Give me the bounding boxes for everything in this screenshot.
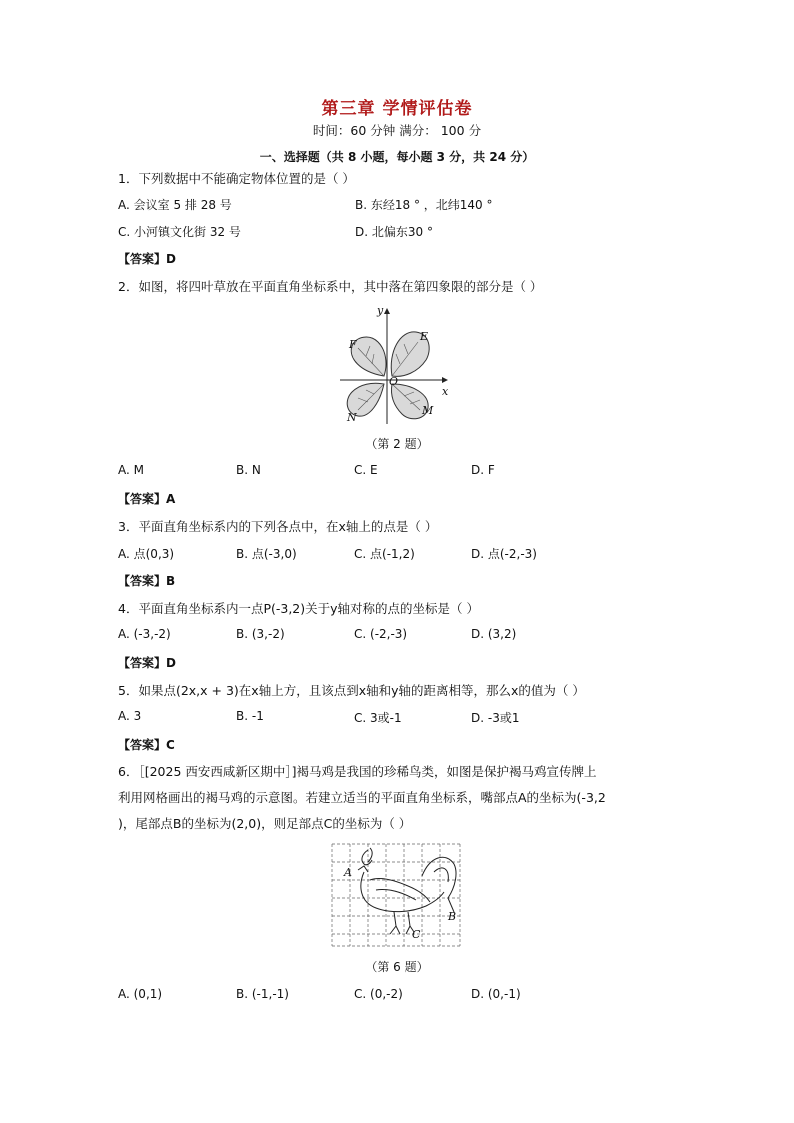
- question-6-option-c: C. (0,-2): [354, 987, 403, 1001]
- leaf-label-f: F: [349, 338, 357, 351]
- question-6-stem-line-1: 6．［[2025 西安西咸新区期中］]褐马鸡是我国的珍稀鸟类，如图是保护褐马鸡宣传牌上: [118, 764, 597, 779]
- question-3-option-b: B. 点(-3,0): [236, 547, 297, 561]
- question-3-option-c: C. 点(-1,2): [354, 547, 415, 561]
- question-2-option-a: A. M: [118, 463, 144, 477]
- question-6-option-d: D. (0,-1): [471, 987, 521, 1001]
- question-2-stem: 2．如图，将四叶草放在平面直角坐标系中，其中落在第四象限的部分是（ ）: [118, 279, 543, 294]
- question-1-option-c: C. 小河镇文化街 32 号: [118, 225, 241, 239]
- question-3-option-a: A. 点(0,3): [118, 547, 175, 561]
- question-6-stem-line-2: 利用网格画出的褐马鸡的示意图。若建立适当的平面直角坐标系，嘴部点A的坐标为(-3,2: [118, 790, 606, 805]
- figure-2-caption: （第 2 题）: [365, 437, 429, 451]
- question-1-option-b: B. 东经18 ° ，北纬140 °: [355, 198, 493, 212]
- question-4-answer: 【答案】D: [118, 656, 176, 670]
- question-2-option-b: B. N: [236, 463, 261, 477]
- exam-info: 时间：60 分钟 满分： 100 分: [312, 123, 482, 138]
- question-4-option-d: D. (3,2): [471, 627, 517, 641]
- question-1-answer: 【答案】D: [118, 252, 176, 266]
- question-5-option-b: B. -1: [236, 709, 264, 723]
- question-1-option-a: A. 会议室 5 排 28 号: [118, 198, 232, 212]
- point-c-label: C: [412, 928, 421, 941]
- point-a-label: A: [344, 866, 352, 879]
- question-2-option-d: D. F: [471, 463, 495, 477]
- figure-6-caption: （第 6 题）: [365, 960, 429, 974]
- leaf-label-m: M: [422, 404, 434, 417]
- question-2-answer: 【答案】A: [118, 492, 176, 506]
- question-6-option-b: B. (-1,-1): [236, 987, 289, 1001]
- question-5-option-c: C. 3或-1: [354, 711, 402, 725]
- question-1-option-d: D. 北偏东30 °: [355, 225, 433, 239]
- question-3-answer: 【答案】B: [118, 574, 176, 588]
- point-b-label: B: [448, 910, 457, 923]
- question-3-stem: 3．平面直角坐标系内的下列各点中，在x轴上的点是（ ）: [118, 519, 438, 534]
- section-heading: 一、选择题（共 8 小题，每小题 3 分，共 24 分）: [259, 150, 535, 164]
- question-2-option-c: C. E: [354, 463, 378, 477]
- x-axis-label: x: [442, 385, 449, 398]
- question-4-stem: 4．平面直角坐标系内一点P(-3,2)关于y轴对称的点的坐标是（ ）: [118, 601, 480, 616]
- question-4-option-a: A. (-3,-2): [118, 627, 171, 641]
- question-3-option-d: D. 点(-2,-3): [471, 547, 537, 561]
- question-1-stem: 1．下列数据中不能确定物体位置的是（ ）: [118, 171, 355, 186]
- four-leaf-clover-figure: [330, 302, 460, 427]
- question-5-option-d: D. -3或1: [471, 711, 520, 725]
- brown-eared-pheasant-grid-figure: [330, 842, 464, 950]
- leaf-label-n: N: [347, 411, 357, 424]
- leaf-label-e: E: [420, 330, 429, 343]
- question-5-stem: 5．如果点(2x,x + 3)在x轴上方，且该点到x轴和y轴的距离相等，那么x的值为（ ）: [118, 683, 585, 698]
- y-axis-label: y: [377, 304, 384, 317]
- question-5-answer: 【答案】C: [118, 738, 175, 752]
- question-5-option-a: A. 3: [118, 709, 142, 723]
- question-6-option-a: A. (0,1): [118, 987, 163, 1001]
- question-4-option-c: C. (-2,-3): [354, 627, 408, 641]
- question-4-option-b: B. (3,-2): [236, 627, 285, 641]
- page-title: 第三章 学情评估卷: [321, 99, 473, 119]
- question-6-stem-line-3: )，尾部点B的坐标为(2,0)，则足部点C的坐标为（ ）: [118, 816, 412, 831]
- origin-label: O: [389, 375, 399, 388]
